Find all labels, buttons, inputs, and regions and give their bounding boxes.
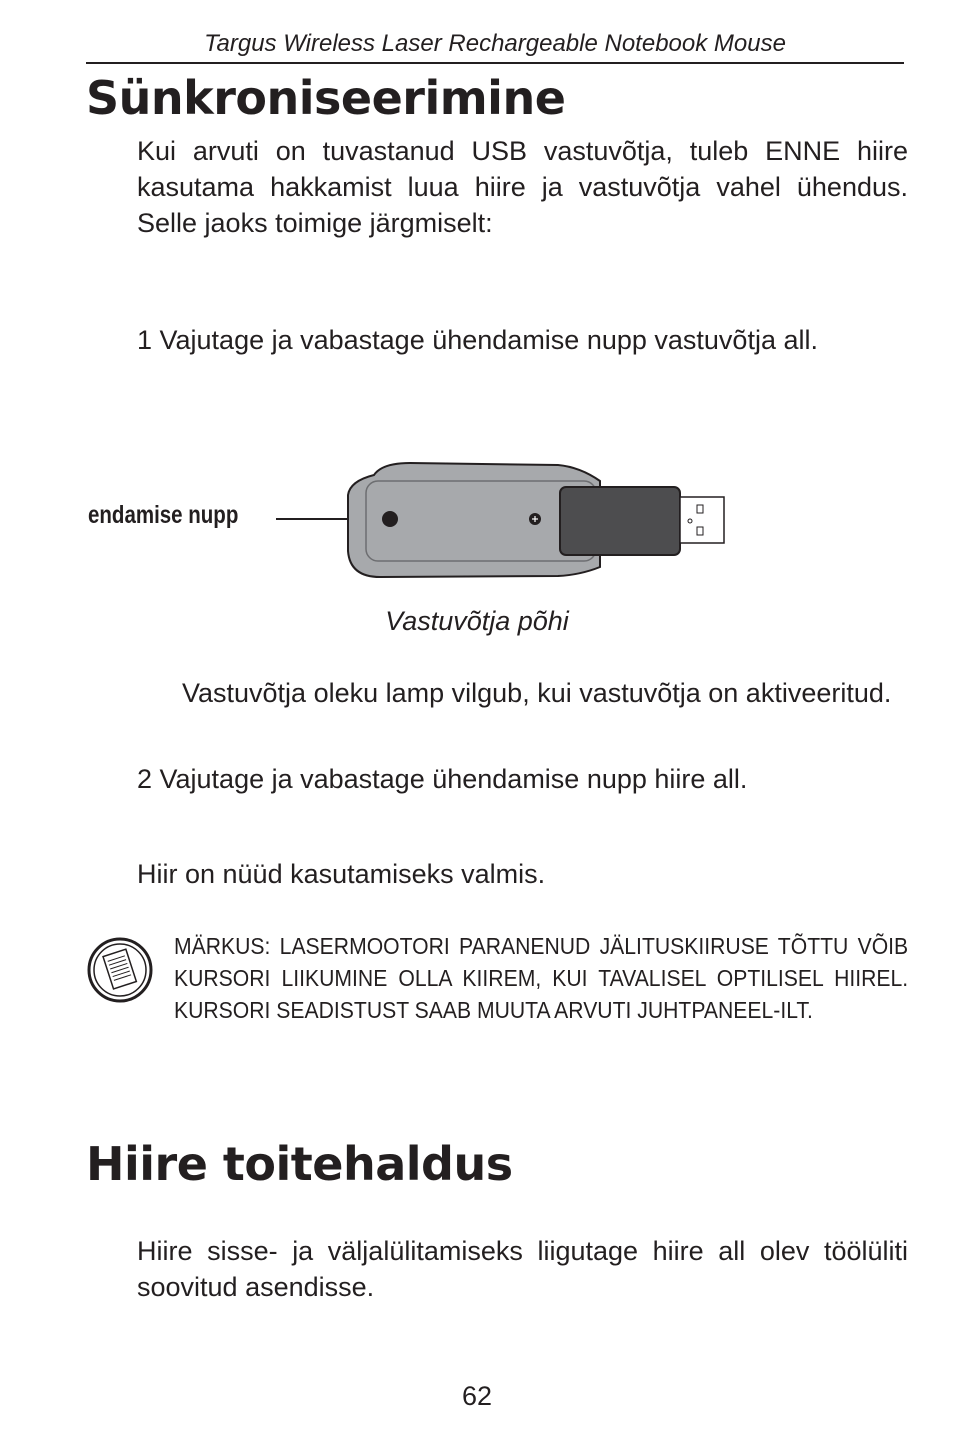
pairing-button-callout-label: endamise nupp <box>88 501 239 529</box>
step-2-text: 2 Vajutage ja vabastage ühendamise nupp hiire all. <box>137 764 748 794</box>
figure-caption: Vastuvõtja põhi <box>385 606 569 636</box>
ready-text: Hiir on nüüd kasutamiseks valmis. <box>137 859 546 889</box>
receiver-bottom-illustration <box>270 455 740 585</box>
running-header: Targus Wireless Laser Rechargeable Notebook Mouse <box>204 30 786 57</box>
usb-plug <box>680 497 724 543</box>
header-rule <box>86 62 904 64</box>
section-heading-power: Hiire toitehaldus <box>86 1137 513 1191</box>
power-paragraph: Hiire sisse- ja väljalülitamiseks liigutage hiire all olev töölüliti soovitud asendisse. <box>137 1236 908 1302</box>
pairing-button <box>382 511 398 527</box>
status-light-paragraph: Vastuvõtja oleku lamp vilgub, kui vastuvõtja on aktiveeritud. <box>182 678 892 708</box>
note-text: MÄRKUS: LASERMOOTORI PARANENUD JÄLITUSKIIRUSE TÕTTU VÕIB KURSORI LIIKUMINE OLLA KIIREM, KUI TAVALISEL OPTILISEL HIIREL. KURSORI SEADISTUST SAAB MUUTA ARVUTI JUHTPANEEL-ILT. <box>174 933 909 1023</box>
notepad-icon <box>86 936 154 1004</box>
sync-intro-paragraph: Kui arvuti on tuvastanud USB vastuvõtja, tuleb ENNE hiire kasutama hakkamist luua hiire ja vastuvõtja vahel ühendus. Selle jaoks toimige järgmiselt: <box>137 136 908 238</box>
section-heading-sync: Sünkroniseerimine <box>86 71 566 125</box>
step-1-text: 1 Vajutage ja vabastage ühendamise nupp vastuvõtja all. <box>137 325 818 355</box>
usb-collar <box>560 487 680 555</box>
page-number: 62 <box>461 1381 493 1411</box>
